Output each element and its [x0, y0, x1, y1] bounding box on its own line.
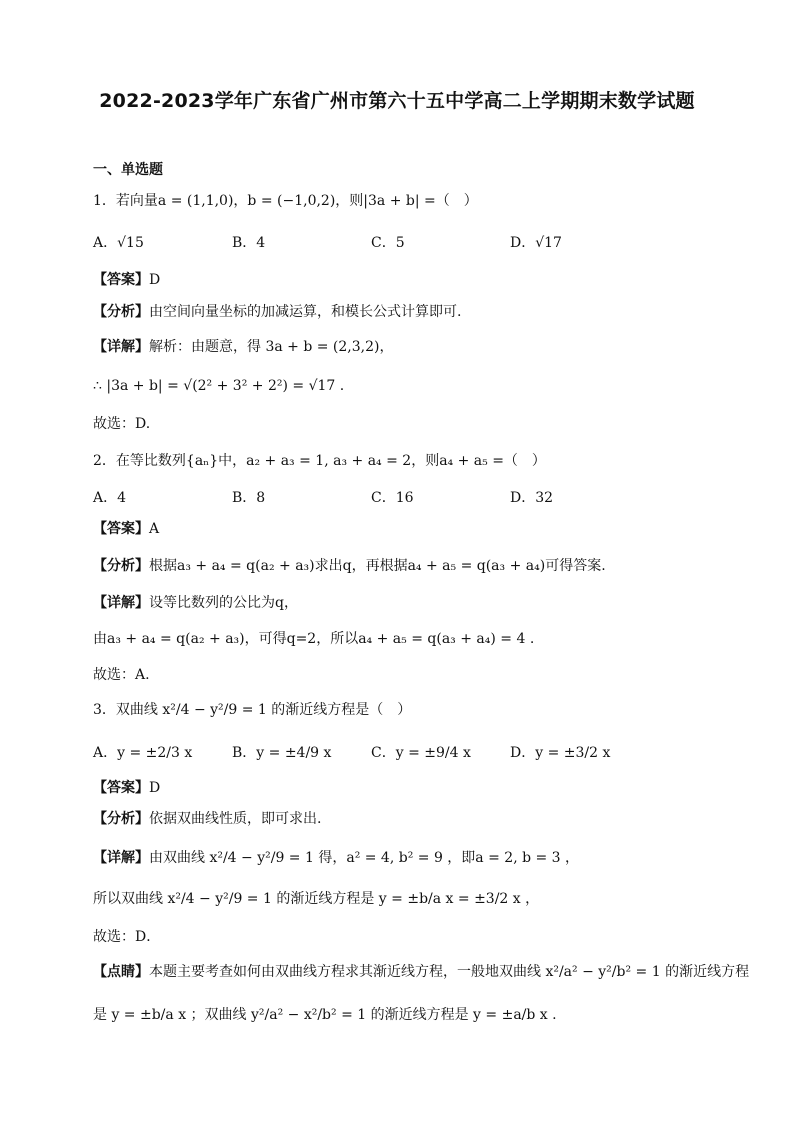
- q2-answer: A: [149, 521, 160, 537]
- detail-label: 【详解】: [93, 850, 149, 866]
- q3-detail-2: 所以双曲线 x²/4 − y²/9 = 1 的渐近线方程是 y = ±b/a x = ±3/2 x ，: [93, 891, 540, 907]
- q2-option-b: B．8: [232, 490, 266, 506]
- q1-option-d: D．√17: [510, 235, 562, 251]
- q3-comment-2: 是 y = ±b/a x ；双曲线 y²/a² − x²/b² = 1 的渐近线方程是 y = ±a/b x .: [93, 1007, 557, 1023]
- q1-option-a: A．√15: [93, 235, 144, 251]
- detail-label: 【详解】: [93, 595, 149, 611]
- q1-choose: 故选：D.: [93, 416, 151, 432]
- q3-option-d: D．y = ±3/2 x: [510, 745, 611, 761]
- answer-label: 【答案】: [93, 521, 149, 537]
- analysis-label: 【分析】: [93, 811, 149, 827]
- q3-answer: D: [149, 780, 161, 796]
- q1-option-b: B．4: [232, 235, 266, 251]
- q3-option-c: C．y = ±9/4 x: [371, 745, 471, 761]
- q1-analysis: 由空间向量坐标的加减运算，和模长公式计算即可.: [149, 304, 462, 320]
- q2-option-a: A．4: [93, 490, 127, 506]
- q1-answer-row: [93, 270, 160, 290]
- q1-analysis-row: [93, 302, 461, 322]
- detail-label: 【详解】: [93, 339, 149, 355]
- q1-detail-2: ∴ |3a + b| = √(2² + 3² + 2²) = √17 .: [93, 378, 345, 394]
- q3-analysis-row: [93, 809, 321, 829]
- analysis-label: 【分析】: [93, 304, 149, 320]
- q3-option-a: A．y = ±2/3 x: [93, 745, 193, 761]
- q3-comment-1: 本题主要考查如何由双曲线方程求其渐近线方程，一般地双曲线 x²/a² − y²/b² = 1 的渐近线方程: [149, 964, 750, 980]
- q3-answer-row: [93, 778, 160, 798]
- q2-answer-row: [93, 519, 159, 539]
- section-heading: 一、单选题: [93, 162, 163, 178]
- q2-option-d: D．32: [510, 490, 554, 506]
- q3-option-b: B．y = ±4/9 x: [232, 745, 332, 761]
- answer-label: 【答案】: [93, 780, 149, 796]
- q3-detail-row: [93, 848, 579, 868]
- q3-stem: 3．双曲线 x²/4 − y²/9 = 1 的渐近线方程是（ ）: [93, 702, 412, 718]
- q1-answer: D: [149, 272, 161, 288]
- answer-label: 【答案】: [93, 272, 149, 288]
- q1-detail-1: 解析：由题意，得 3a + b = (2,3,2)，: [149, 339, 394, 355]
- q3-comment-row: [93, 962, 749, 982]
- q3-detail-1: 由双曲线 x²/4 − y²/9 = 1 得，a² = 4, b² = 9 ，即a = 2, b = 3 ，: [149, 850, 580, 866]
- q1-stem: 1．若向量a = (1,1,0)，b = (−1,0,2)，则|3a + b| =（ ）: [93, 193, 478, 209]
- q3-analysis: 依据双曲线性质，即可求出.: [149, 811, 322, 827]
- page-title: 2022-2023学年广东省广州市第六十五中学高二上学期期末数学试题: [99, 90, 695, 112]
- q2-stem: 2．在等比数列{aₙ}中，a₂ + a₃ = 1, a₃ + a₄ = 2，则a₄ + a₅ =（ ）: [93, 453, 546, 469]
- q2-option-c: C．16: [371, 490, 414, 506]
- q2-analysis-row: [93, 556, 606, 576]
- q1-option-c: C．5: [371, 235, 405, 251]
- q3-choose: 故选：D．: [93, 929, 161, 945]
- q2-detail-1: 设等比数列的公比为q，: [149, 595, 298, 611]
- q2-analysis: 根据a₃ + a₄ = q(a₂ + a₃)求出q，再根据a₄ + a₅ = q(a₃ + a₄)可得答案.: [149, 558, 606, 574]
- q2-detail-2: 由a₃ + a₄ = q(a₂ + a₃)，可得q=2，所以a₄ + a₅ = q(a₃ + a₄) = 4 .: [93, 631, 535, 647]
- comment-label: 【点睛】: [93, 964, 149, 980]
- analysis-label: 【分析】: [93, 558, 149, 574]
- q2-choose: 故选：A.: [93, 667, 150, 683]
- q2-detail-row: [93, 593, 298, 613]
- q1-detail-row: [93, 337, 393, 357]
